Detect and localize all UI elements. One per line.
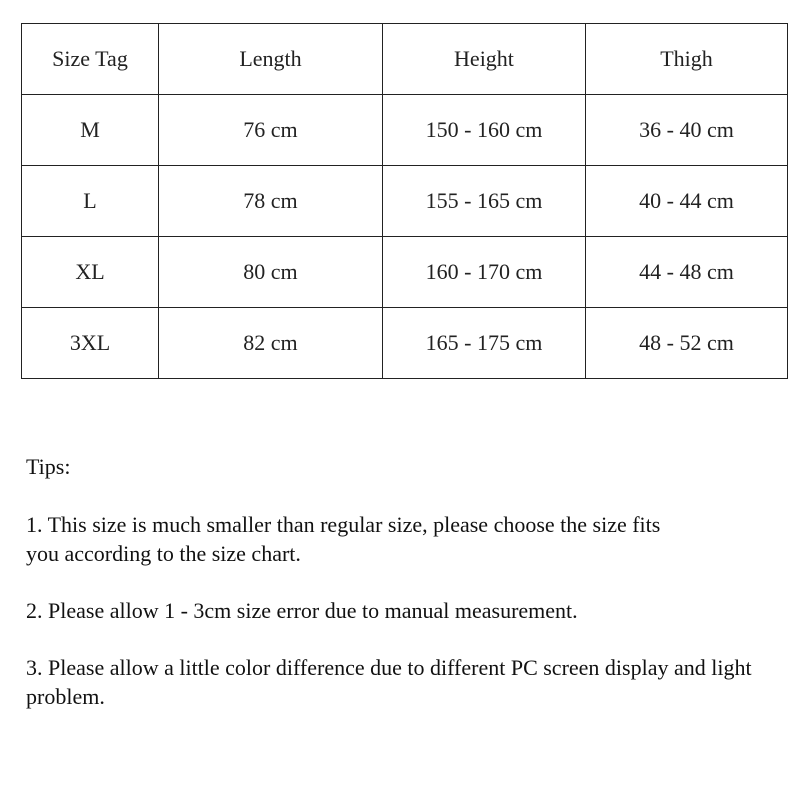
table-row (22, 308, 788, 379)
tip-item-1: 1. This size is much smaller than regular size, please choose the size fits you according to the size chart. (26, 512, 661, 566)
cell-height: 160 - 170 cm (383, 237, 586, 308)
header-length: Length (159, 24, 383, 95)
tip-item-2: 2. Please allow 1 - 3cm size error due to manual measurement. (26, 598, 578, 623)
cell-thigh: 44 - 48 cm (586, 237, 788, 308)
table-header-row (22, 24, 788, 95)
tips-section (26, 452, 786, 739)
cell-size-tag: 3XL (22, 308, 159, 379)
cell-length: 78 cm (159, 166, 383, 237)
size-chart-table (21, 23, 788, 379)
cell-height: 155 - 165 cm (383, 166, 586, 237)
cell-thigh: 48 - 52 cm (586, 308, 788, 379)
tip-item-3: 3. Please allow a little color difference due to different PC screen display and light problem. (26, 655, 752, 709)
cell-thigh: 40 - 44 cm (586, 166, 788, 237)
cell-thigh: 36 - 40 cm (586, 95, 788, 166)
cell-size-tag: XL (22, 237, 159, 308)
cell-length: 82 cm (159, 308, 383, 379)
table-row (22, 237, 788, 308)
cell-size-tag: L (22, 166, 159, 237)
cell-length: 76 cm (159, 95, 383, 166)
table-row (22, 95, 788, 166)
cell-height: 150 - 160 cm (383, 95, 586, 166)
tips-title: Tips: (26, 454, 71, 479)
cell-size-tag: M (22, 95, 159, 166)
header-size-tag: Size Tag (22, 24, 159, 95)
table-row (22, 166, 788, 237)
cell-length: 80 cm (159, 237, 383, 308)
cell-height: 165 - 175 cm (383, 308, 586, 379)
header-height: Height (383, 24, 586, 95)
header-thigh: Thigh (586, 24, 788, 95)
